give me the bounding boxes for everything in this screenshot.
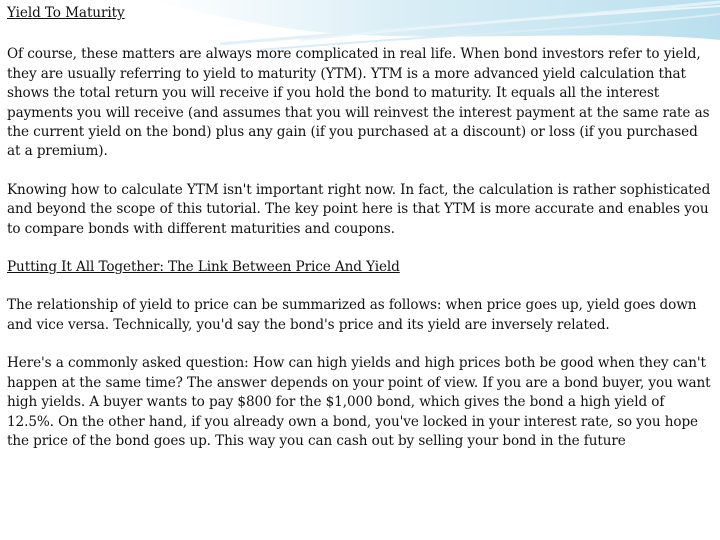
paragraph-ytm-definition: Of course, these matters are always more complicated in real life. When bond investors refer to yield, they are usually referring to yield to maturity (YTM). YTM is a more advanced yield calculation that shows the total return you will receive if you hold the bond to maturity. It equals all the interest payments you will receive (and assumes that you will reinvest the interest payment at the same rate as the current yield on the bond) plus any gain (if you purchased at a discount) or loss (if you purchased at a premium).	[7, 46, 710, 160]
paragraph-ytm-calculation: Knowing how to calculate YTM isn't important right now. In fact, the calculation is rather sophisticated and beyond the scope of this tutorial. The key point here is that YTM is more accurate and enables you to compare bonds with different maturities and coupons.	[7, 181, 711, 237]
paragraph-common-question: Here's a commonly asked question: How can high yields and high prices both be good when they can't happen at the same time? The answer depends on your point of view. If you are a bond buyer, you want high yields. A buyer wants to pay $800 for the $1,000 bond, which gives the bond a high yield of 12.5%. On the other hand, if you already own a bond, you've locked in your interest rate, so you hope the price of the bond goes up. This way you can cash out by selling your bond in the future	[7, 355, 711, 449]
paragraph-price-yield-relationship: The relationship of yield to price can be summarized as follows: when price goes up, yield goes down and vice versa. Technically, you'd say the bond's price and its yield are inversely related.	[7, 297, 697, 333]
document-body	[7, 4, 713, 451]
section-heading-price-and-yield: Putting It All Together: The Link Between Price And Yield	[7, 259, 400, 276]
section-heading-yield-to-maturity: Yield To Maturity	[7, 5, 125, 21]
